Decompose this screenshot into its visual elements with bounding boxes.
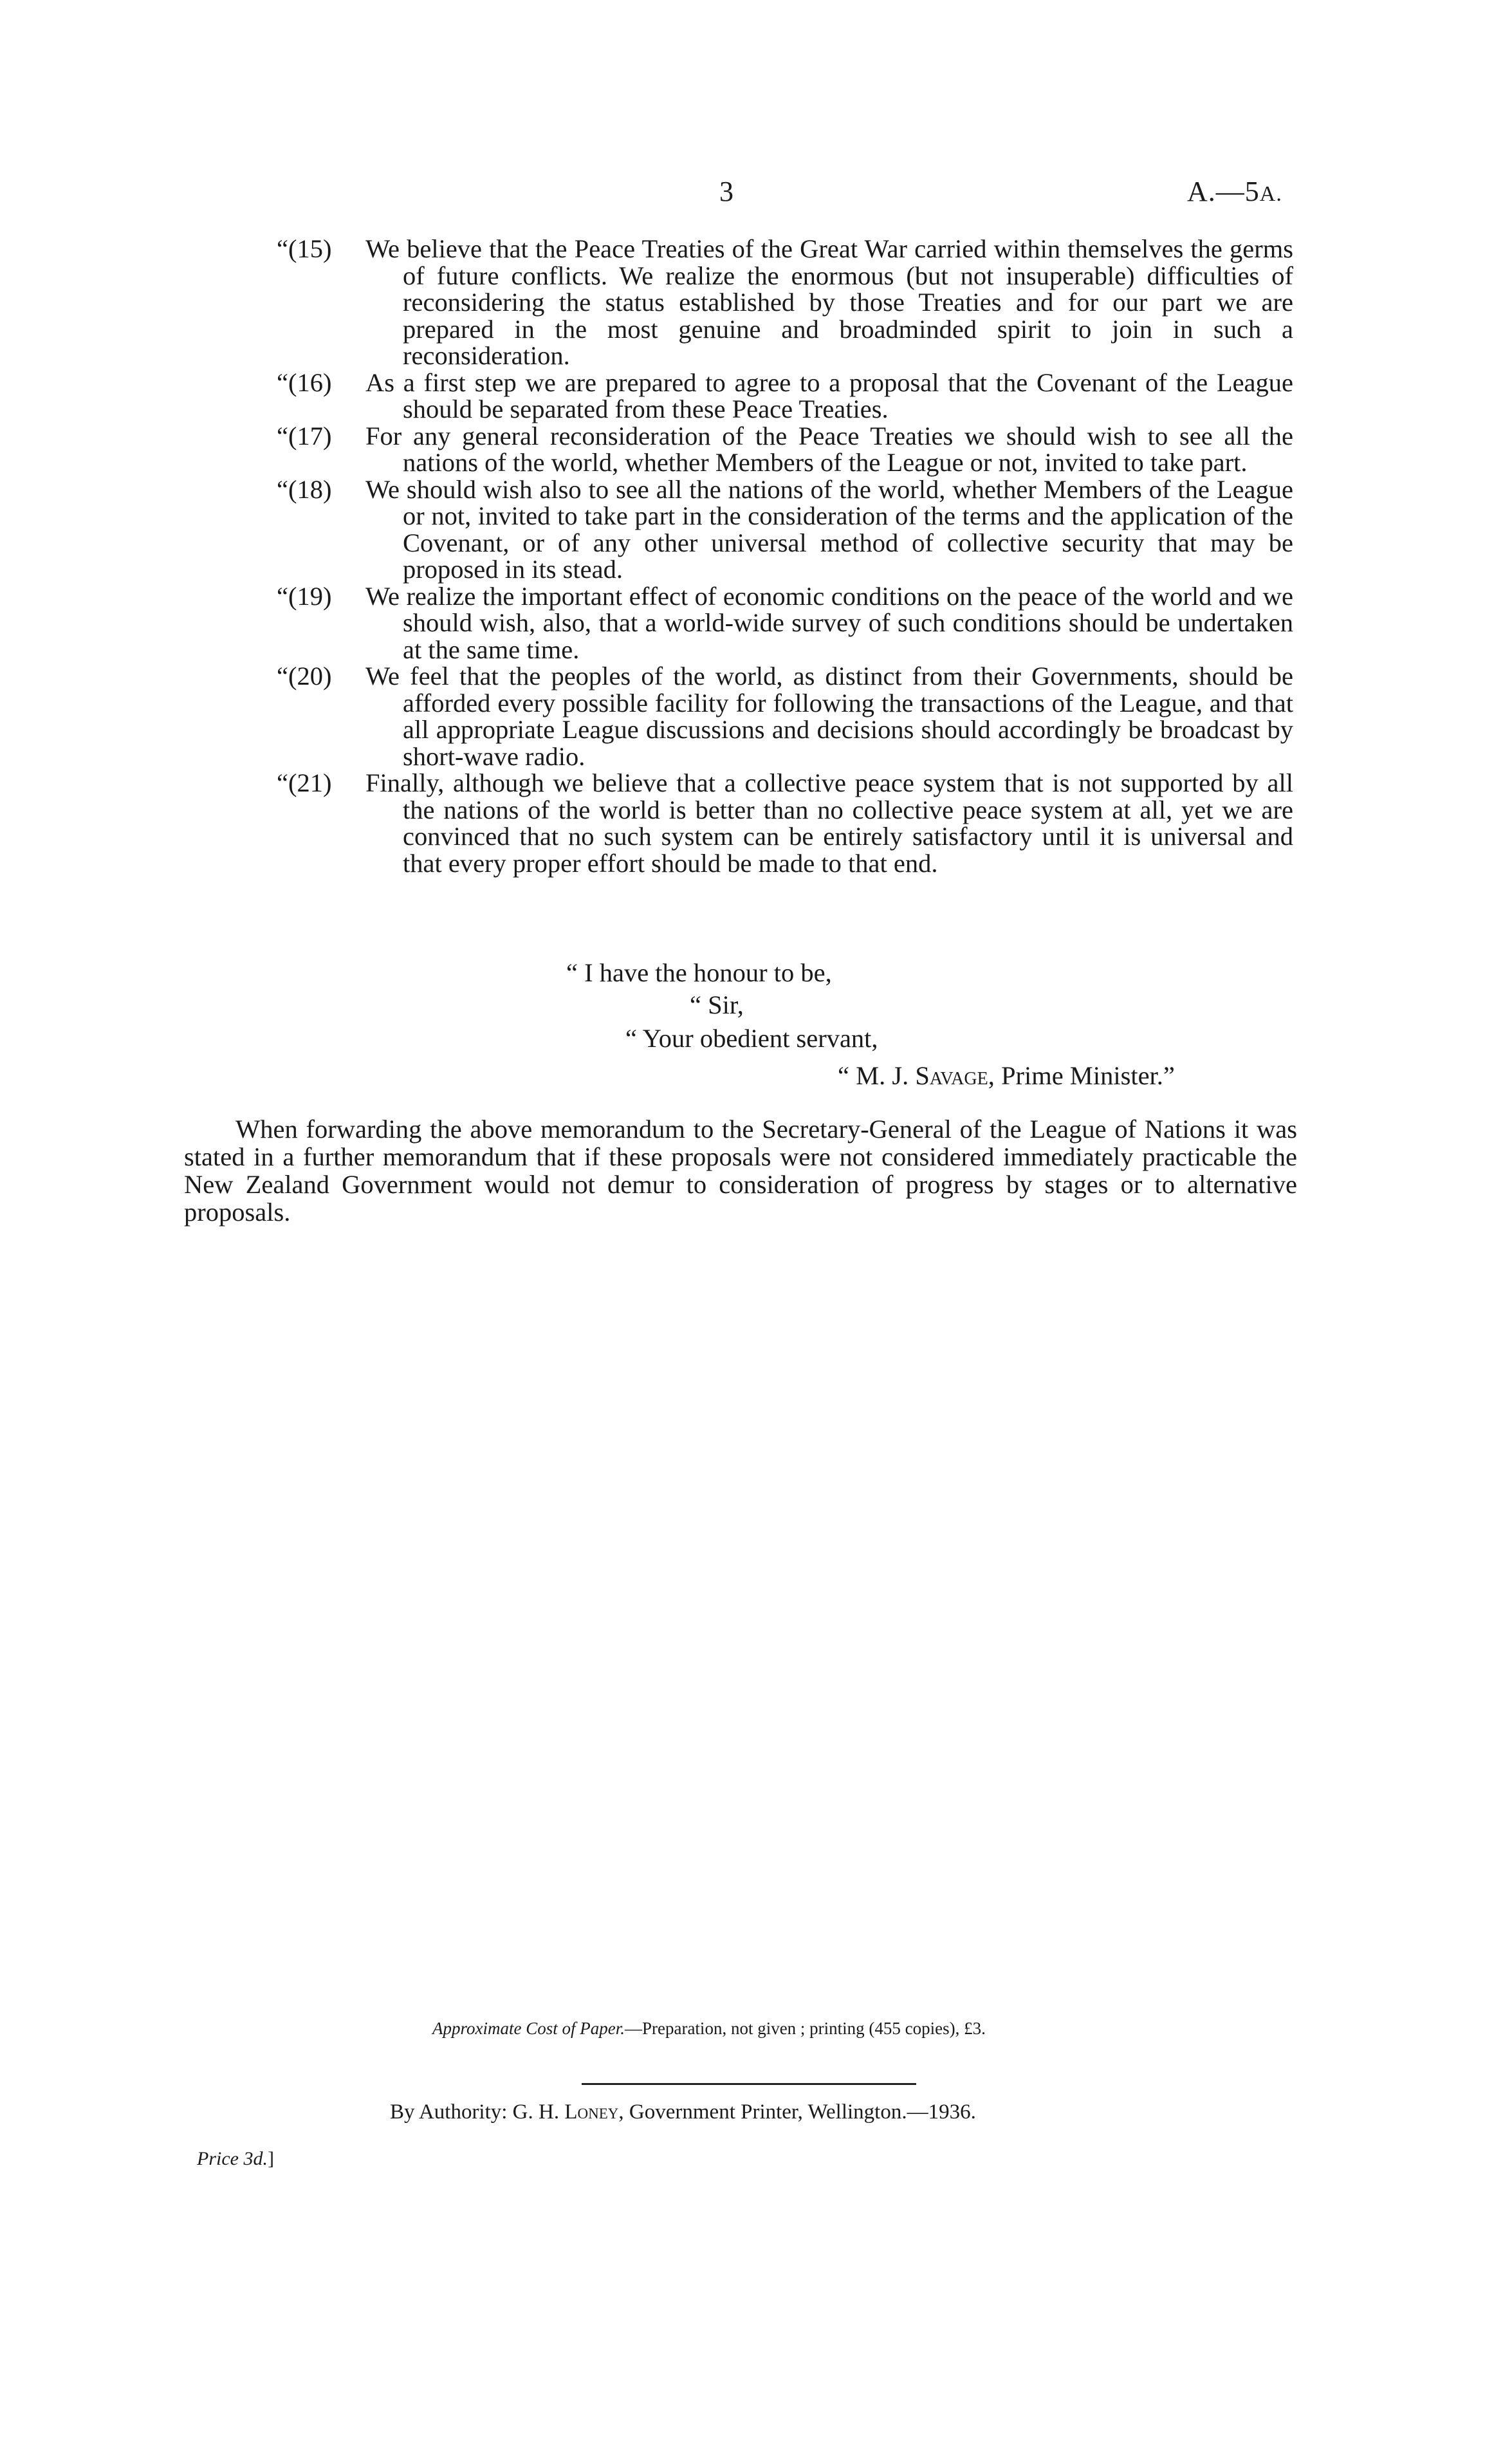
item-text: We feel that the peoples of the world, as distinct from their Governments, should be afforded every possible facility for following the transactions of the League, and that all appropriate League discussions and decisions should accordingly be broadcast by short-wave radio. [365, 662, 1293, 771]
item-number: “(16) [277, 367, 332, 397]
signature-title: , Prime Minister.” [988, 1061, 1175, 1090]
price-bracket: ] [267, 2148, 274, 2169]
item-number: “(17) [277, 421, 332, 450]
item-text: Finally, although we believe that a collective peace system that is not supported by all the nations of the world is better than no collective peace system at all, yet we are convinced that no such system can be entirely satisfactory until it is universal and that every proper effort should be made to that end. [365, 768, 1293, 878]
authority-suffix: , Government Printer, Wellington.—1936. [618, 2100, 976, 2124]
signature-name: M. J. Savage [856, 1061, 988, 1090]
list-item [277, 423, 1293, 476]
price-text: Price 3d. [197, 2148, 268, 2169]
numbered-items [277, 236, 1293, 876]
cost-text: —Preparation, not given ; printing (455 copies), £3. [624, 2019, 986, 2038]
item-number: “(20) [277, 662, 332, 690]
cost-of-paper [432, 2019, 986, 2039]
doc-ref-suffix: A. [1259, 182, 1282, 206]
item-number: “(18) [277, 474, 332, 504]
closing-sir: “ Sir, [690, 990, 744, 1019]
page-number: 3 [719, 176, 733, 207]
authority-prefix: By Authority: G. H. [390, 2100, 565, 2124]
list-item [277, 236, 1293, 369]
list-item [277, 663, 1293, 770]
signature-open-quote: “ [838, 1061, 849, 1090]
document-reference [1187, 175, 1282, 208]
item-number: “(15) [277, 234, 332, 263]
divider [582, 2083, 916, 2085]
item-text: For any general reconsideration of the Peace Treaties we should wish to see all the nations of the world, whether Members of the League or not, invited to take part. [365, 421, 1293, 477]
item-text: We believe that the Peace Treaties of the Great War carried within themselves the germs of future conflicts. We realize the enormous (but not insuperable) difficulties of reconsidering the status established by those Treaties and for our part we are prepared in the most genuine and broadminded spirit to join in such a reconsideration. [365, 234, 1293, 370]
printer-authority [390, 2100, 976, 2124]
list-item [277, 583, 1293, 663]
printer-name: Loney [564, 2100, 619, 2124]
doc-ref-prefix: A.—5 [1187, 176, 1260, 207]
item-number: “(21) [277, 768, 332, 797]
signature [838, 1062, 1175, 1090]
list-item [277, 770, 1293, 876]
price [197, 2148, 274, 2170]
cost-label: Approximate Cost of Paper. [432, 2019, 625, 2038]
item-text: We should wish also to see all the nations of the world, whether Members of the League or not, invited to take part in the consideration of the terms and the application of the Covenant, or of any other universal method of collective security that may be proposed in its stead. [365, 474, 1293, 584]
forwarding-paragraph: When forwarding the above memorandum to the Secretary-General of the League of Nations it was stated in a further memorandum that if these proposals were not considered immediately practicable the New Zealand Government would not demur to consideration of progress by stages or to alternative proposals. [184, 1115, 1297, 1227]
closing-servant: “ Your obedient servant, [625, 1024, 878, 1053]
item-number: “(19) [277, 581, 332, 611]
list-item [277, 476, 1293, 583]
list-item [277, 369, 1293, 423]
item-text: As a first step we are prepared to agree to a proposal that the Covenant of the League should be separated from these Peace Treaties. [365, 367, 1293, 423]
item-text: We realize the important effect of economic conditions on the peace of the world and we should wish, also, that a world-wide survey of such conditions should be undertaken at the same time. [365, 581, 1293, 664]
closing-honour: “ I have the honour to be, [566, 958, 832, 987]
